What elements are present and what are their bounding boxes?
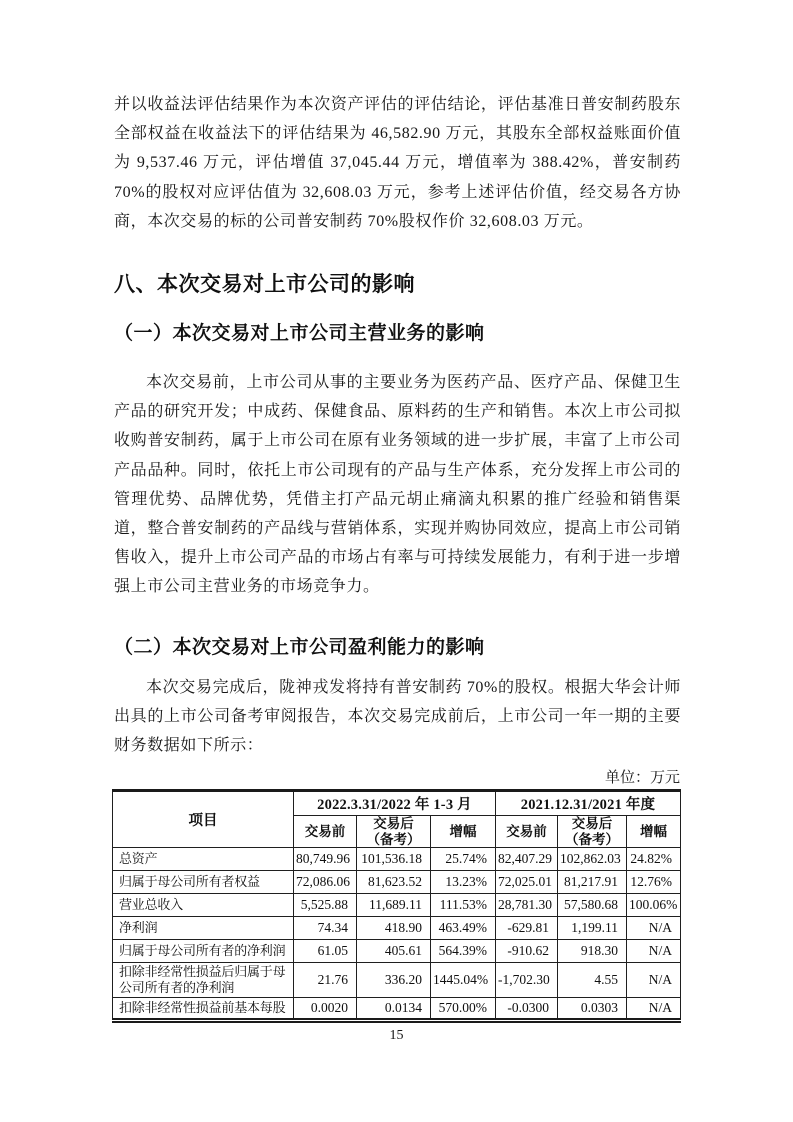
table-row-deducted-parent-net-profit: [113, 963, 681, 998]
row-item-label: 扣除非经常性损益前基本每股: [113, 998, 294, 1021]
subheader-change-2022: [431, 816, 496, 848]
cell-value: 111.53%: [431, 894, 496, 917]
cell-value: N/A: [627, 998, 681, 1021]
cell-value: 28,781.30: [496, 894, 558, 917]
subheader-line1: 交易后: [571, 816, 613, 831]
subheader-line2: （备考）: [565, 831, 619, 847]
cell-value: N/A: [627, 963, 681, 998]
subheader-pre-deal-2021: [496, 816, 558, 848]
table-unit-label: 单位：万元: [604, 770, 680, 786]
cell-value: 101,536.18: [357, 848, 431, 871]
cell-value: 0.0134: [357, 998, 431, 1021]
heading-subsection-2: （二）本次交易对上市公司盈利能力的影响: [114, 637, 485, 658]
table-row-total-assets: [113, 848, 681, 871]
cell-value: 4.55: [558, 963, 627, 998]
row-item-label: 归属于母公司所有者的净利润: [113, 940, 294, 963]
subheader-post-deal-2021: [558, 816, 627, 848]
cell-value: -0.0300: [496, 998, 558, 1021]
cell-value: 918.30: [558, 940, 627, 963]
cell-value: -910.62: [496, 940, 558, 963]
column-group-2021: 2021.12.31/2021 年度: [496, 791, 681, 816]
cell-value: N/A: [627, 917, 681, 940]
table-row-total-revenue: [113, 894, 681, 917]
column-group-2022: 2022.3.31/2022 年 1-3 月: [294, 791, 496, 816]
financial-comparison-table: [112, 789, 681, 1023]
heading-section-8: 八、本次交易对上市公司的影响: [114, 273, 415, 296]
cell-value: 463.49%: [431, 917, 496, 940]
cell-value: 21.76: [294, 963, 357, 998]
subheader-pre-deal-2022: [294, 816, 357, 848]
table-row-basic-eps-before-deduction: [113, 998, 681, 1021]
row-item-label: 归属于母公司所有者权益: [113, 871, 294, 894]
cell-value: 74.34: [294, 917, 357, 940]
cell-value: 81,623.52: [357, 871, 431, 894]
table-header-group-row: [113, 791, 681, 816]
cell-value: 24.82%: [627, 848, 681, 871]
cell-value: 570.00%: [431, 998, 496, 1021]
page-number: 15: [389, 1028, 404, 1043]
cell-value: 80,749.96: [294, 848, 357, 871]
subheader-line1: 增幅: [449, 823, 477, 839]
cell-value: 418.90: [357, 917, 431, 940]
cell-value: 72,025.01: [496, 871, 558, 894]
heading-subsection-1: （一）本次交易对上市公司主营业务的影响: [114, 323, 485, 344]
cell-value: -1,702.30: [496, 963, 558, 998]
row-item-label: 扣除非经常性损益后归属于母公司所有者的净利润: [113, 963, 294, 998]
subheader-change-2021: [627, 816, 681, 848]
cell-value: 100.06%: [627, 894, 681, 917]
paragraph-main-business-impact: 本次交易前，上市公司从事的主要业务为医药产品、医疗产品、保健卫生产品的研究开发；中成药、保健食品、原料药的生产和销售。本次上市公司拟收购普安制药，属于上市公司在原有业务领域的进一步扩展，丰富了上市公司产品品种。同时，依托上市公司现有的产品与生产体系，充分发挥上市公司的管理优势、品牌优势，凭借主打产品元胡止痛滴丸积累的推广经验和销售渠道，整合普安制药的产品线与营销体系，实现并购协同效应，提高上市公司销售收入，提升上市公司产品的市场占有率与可持续发展能力，有利于进一步增强上市公司主营业务的市场竞争力。: [114, 374, 681, 596]
row-item-label: 净利润: [113, 917, 294, 940]
cell-value: 81,217.91: [558, 871, 627, 894]
cell-value: 1,199.11: [558, 917, 627, 940]
cell-value: 336.20: [357, 963, 431, 998]
cell-value: 82,407.29: [496, 848, 558, 871]
cell-value: 25.74%: [431, 848, 496, 871]
paragraph-valuation-conclusion: 并以收益法评估结果作为本次资产评估的评估结论，评估基准日普安制药股东全部权益在收益法下的评估结果为 46,582.90 万元，其股东全部权益账面价值为 9,537.46 万元，评估增值 37,045.44 万元，增值率为 388.42%，普安制药 70%的股权对应评估值为 32,608.03 万元，参考上述评估价值，经交易各方协商，本次交易的标的公司普安制药 70%股权作价 32,608.03 万元。: [114, 96, 681, 230]
cell-value: N/A: [627, 940, 681, 963]
subheader-line1: 交易前: [304, 823, 346, 839]
cell-value: -629.81: [496, 917, 558, 940]
table-row-parent-equity: [113, 871, 681, 894]
subheader-post-deal-2022: [357, 816, 431, 848]
cell-value: 1445.04%: [431, 963, 496, 998]
subheader-line1: 交易后: [373, 816, 414, 831]
cell-value: 102,862.03: [558, 848, 627, 871]
subheader-line2: （备考）: [366, 831, 421, 847]
table-row-net-profit: [113, 917, 681, 940]
cell-value: 57,580.68: [558, 894, 627, 917]
cell-value: 564.39%: [431, 940, 496, 963]
cell-value: 13.23%: [431, 871, 496, 894]
row-item-label: 营业总收入: [113, 894, 294, 917]
cell-value: 0.0303: [558, 998, 627, 1021]
cell-value: 72,086.06: [294, 871, 357, 894]
cell-value: 405.61: [357, 940, 431, 963]
column-header-item: 项目: [113, 791, 294, 848]
paragraph-profitability-impact: 本次交易完成后，陇神戎发将持有普安制药 70%的股权。根据大华会计师出具的上市公司备考审阅报告，本次交易完成前后，上市公司一年一期的主要财务数据如下所示：: [114, 679, 681, 755]
cell-value: 61.05: [294, 940, 357, 963]
subheader-line1: 增幅: [640, 823, 668, 839]
cell-value: 11,689.11: [357, 894, 431, 917]
cell-value: 0.0020: [294, 998, 357, 1021]
table-row-parent-net-profit: [113, 940, 681, 963]
cell-value: 5,525.88: [294, 894, 357, 917]
cell-value: 12.76%: [627, 871, 681, 894]
row-item-label: 总资产: [113, 848, 294, 871]
subheader-line1: 交易前: [506, 823, 547, 839]
